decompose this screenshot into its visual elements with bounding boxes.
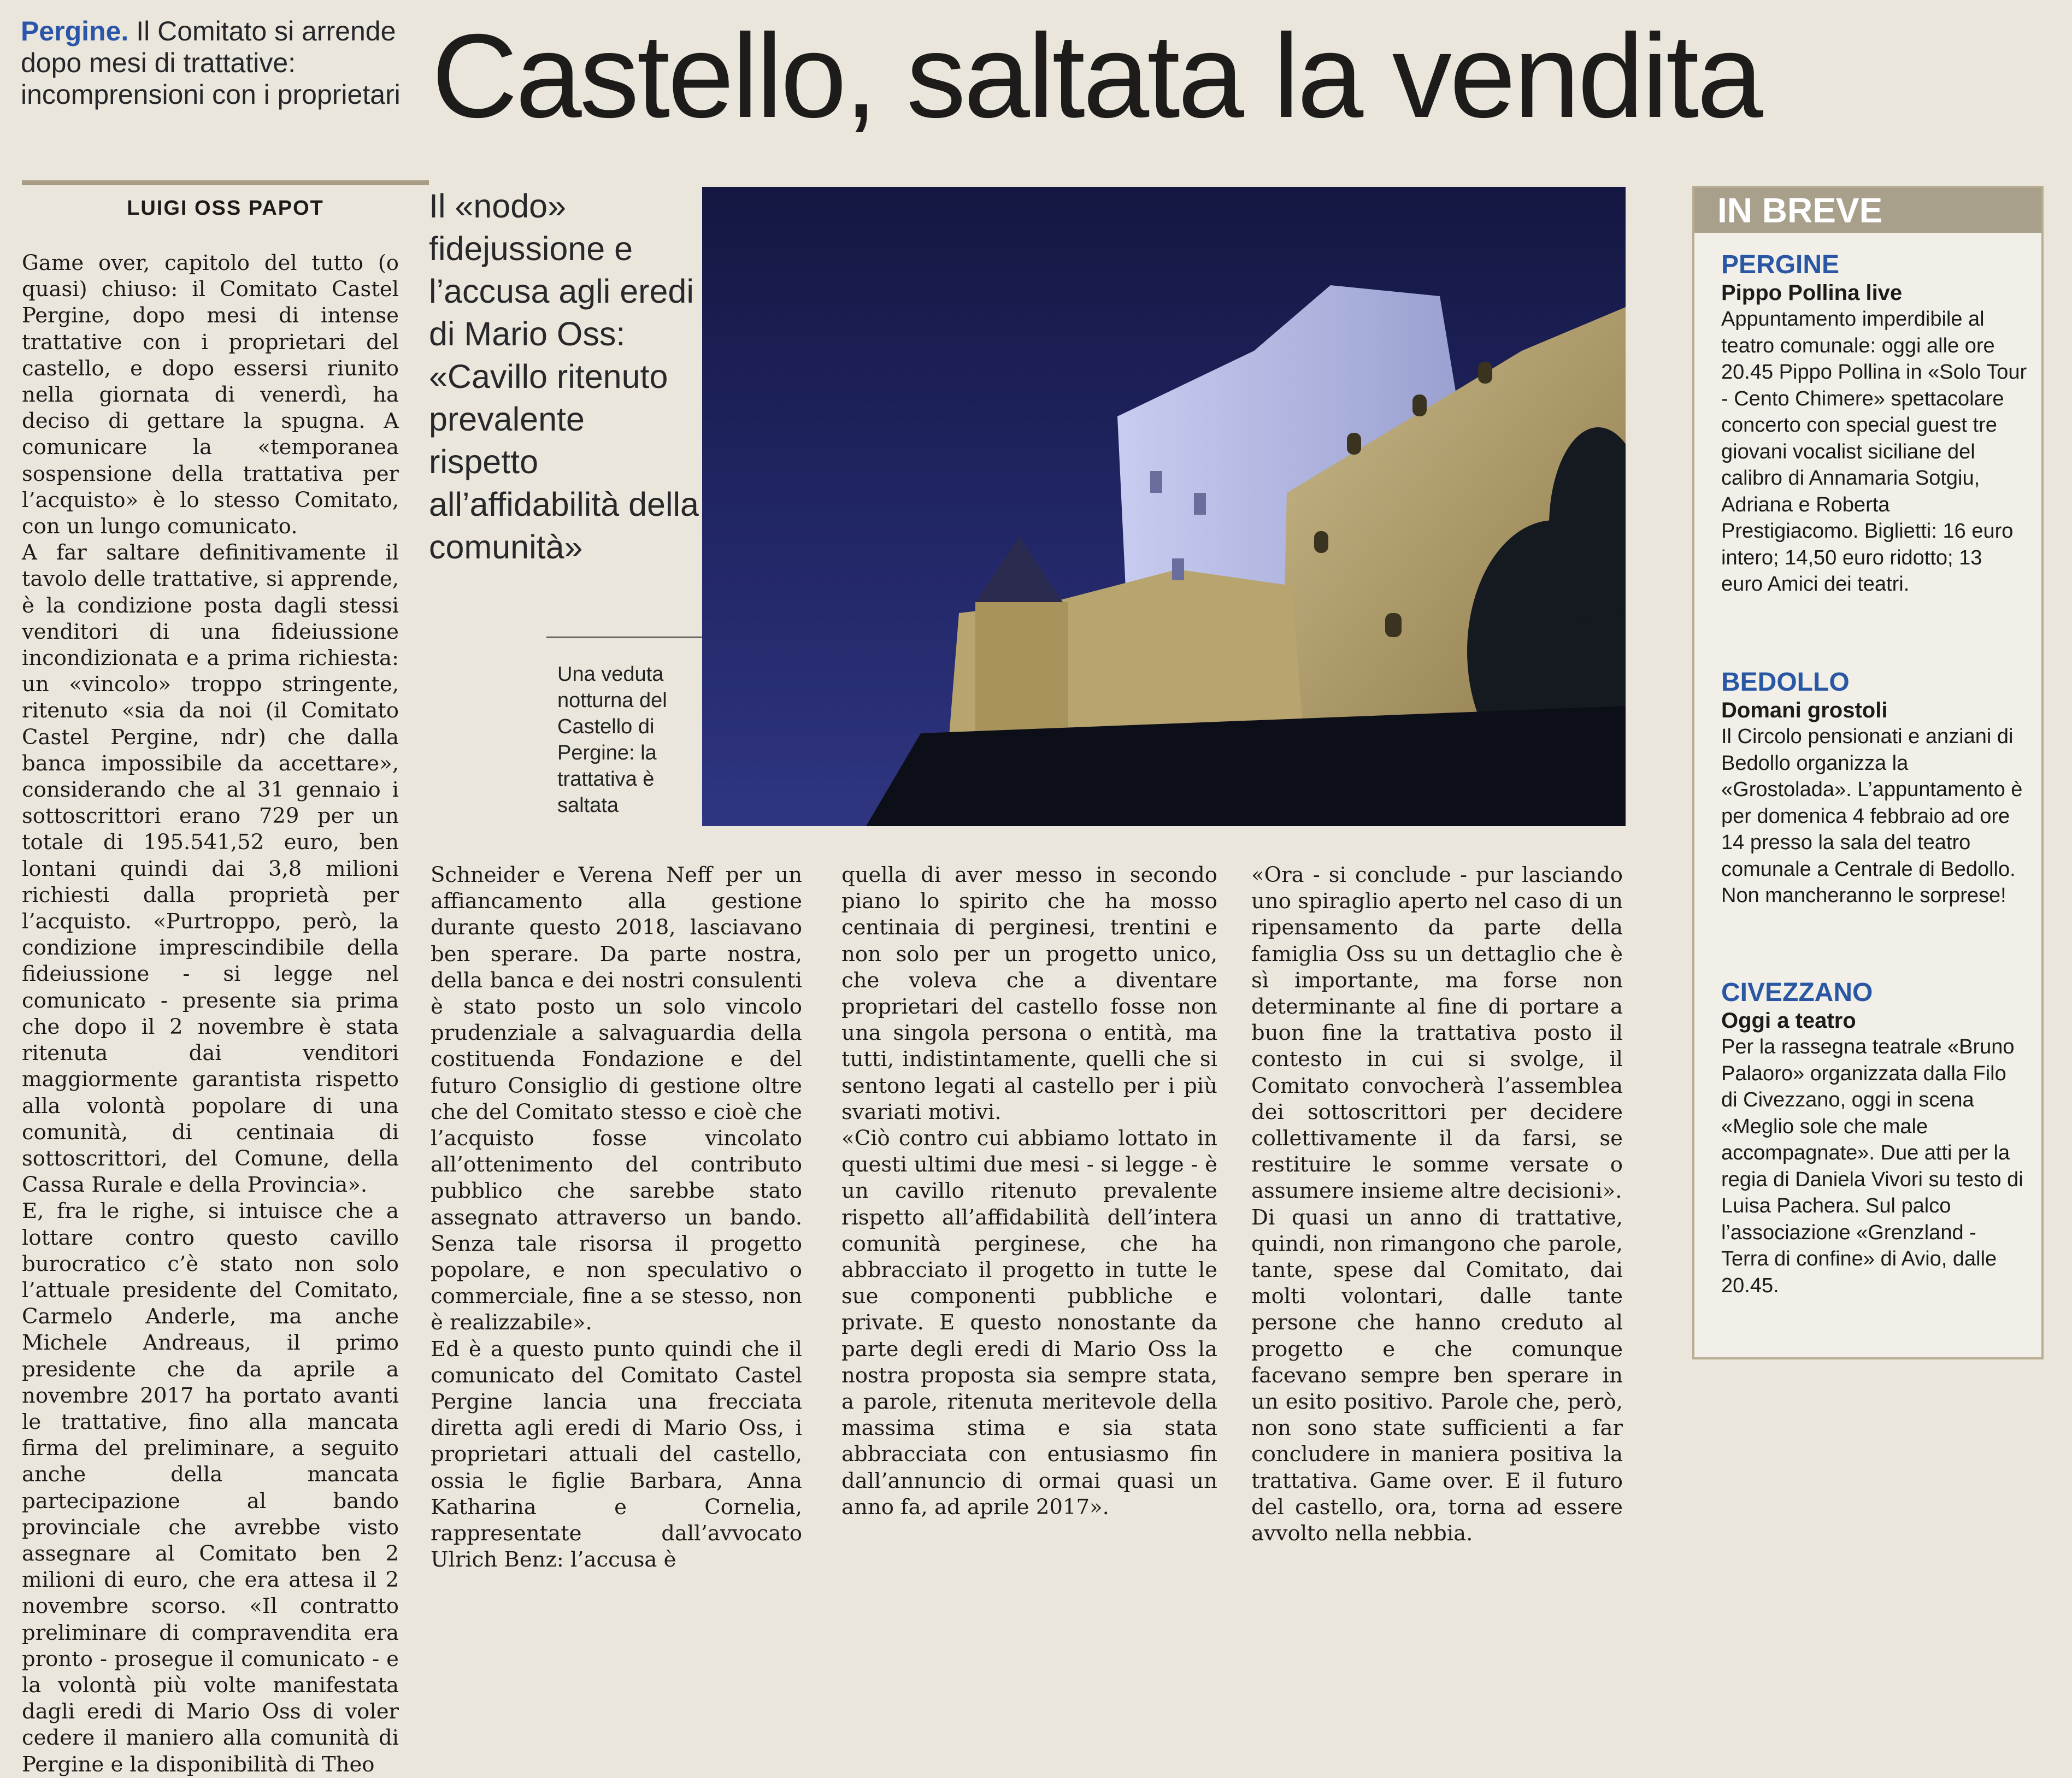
kicker bbox=[21, 15, 414, 110]
brief-body: Il Circolo pensionati e anziani di Bedollo organizza la «Grostolada». L’appuntamento è per domenica 4 febbraio ad ore 14 presso la sala del teatro comunale a Centrale di Bedollo. Non mancheranno le sorprese! bbox=[1721, 725, 2023, 907]
castle-photo bbox=[702, 187, 1626, 826]
byline: LUIGI OSS PAPOT bbox=[127, 197, 324, 220]
kicker-town: Pergine. bbox=[21, 16, 129, 46]
paragraph: Schneider e Verena Neff per un affiancamento alla gestione durante questo 2018, lasciavano ben sperare. Da parte nostra, della banca e dei nostri consulenti è stato posto un solo vincolo prudenziale a salvaguardia della costituenda Fondazione e del futuro Consiglio di gestione oltre che del Comitato stesso e cioè che l’acquisto fosse vincolato all’ottenimento del contributo pubblico che sarebbe stato assegnato attraverso un bando. Senza tale risorsa il progetto popolare, e non speculativo o commerciale, fine a se stesso, non è realizzabile». bbox=[431, 863, 802, 1335]
castle-night-illustration bbox=[702, 187, 1626, 826]
article-column-2 bbox=[431, 862, 802, 1573]
brief-tag: PERGINE bbox=[1721, 250, 1840, 279]
brief-item bbox=[1721, 250, 2027, 598]
in-breve-header: IN BREVE bbox=[1694, 188, 2041, 233]
subheadline: Il «nodo» fidejussione e l’accusa agli eredi di Mario Oss: «Cavillo ritenuto prevalente rispetto all’affidabilità della comunità» bbox=[429, 187, 699, 566]
brief-title: Oggi a teatro bbox=[1721, 1009, 1856, 1033]
paragraph: E, fra le righe, si intuisce che a lottare contro questo cavillo burocratico c’è stato non solo l’attuale presidente del Comitato, Carmelo Anderle, ma anche Michele Andreaus, il primo presidente che da aprile a novembre 2017 ha portato avanti le trattative, fino alla mancata firma del preliminare, a seguito anche della mancata partecipazione al bando provinciale che avrebbe visto assegnare al Comitato ben 2 milioni di euro, che era attesa il 2 novembre scorso. «Il contratto preliminare di compravendita era pronto - prosegue il comunicato - e la volontà più volte manifestata dagli eredi di Mario Oss di voler cedere il maniero alla comunità di Pergine e la disponibilità di Theo bbox=[22, 1199, 399, 1777]
paragraph: «Ora - si conclude - pur lasciando uno spiraglio aperto nel caso di un ripensamento da parte della famiglia Oss su un dettaglio che è sì importante, ma forse non determinante al fine di portare a buon fine la trattativa posto il contesto in cui si svolge, il Comitato convocherà l’assemblea dei sottoscrittori per decidere collettivamente il da farsi, se restituire le somme versate o assumere insieme altre decisioni». bbox=[1251, 863, 1623, 1204]
article-column-3 bbox=[841, 862, 1217, 1521]
divider bbox=[22, 180, 429, 185]
paragraph: quella di aver messo in secondo piano lo spirito che ha mosso centinaia di perginesi, trentini e non solo per un progetto unico, che voleva che a diventare proprietari del castello fosse non una singola persona o entità, ma tutti, indistintamente, quelli che si sentono legati al castello per i più svariati motivi. bbox=[841, 863, 1217, 1125]
paragraph: «Ciò contro cui abbiamo lottato in questi ultimi due mesi - si legge - è un cavillo ritenuto prevalente rispetto all’affidabilità dell’intera comunità perginese, che ha abbracciato il progetto in tutte le sue componenti pubbliche e private. E questo nonostante da parte degli eredi di Mario Oss la nostra proposta sia sempre stata, a parole, ritenuta meritevole della massima stima e sia stata abbracciata con entusiasmo fin dall’annuncio di ormai quasi un anno fa, ad aprile 2017». bbox=[841, 1126, 1217, 1520]
brief-title: Domani grostoli bbox=[1721, 698, 1888, 722]
brief-item bbox=[1721, 978, 2027, 1299]
paragraph: Game over, capitolo del tutto (o quasi) chiuso: il Comitato Castel Pergine, dopo mesi di intense trattative con i proprietari del castello, e dopo essersi riunito nella giornata di venerdì, ha deciso di gettare la spugna. A comunicare la «temporanea sospensione della trattativa per l’acquisto» è lo stesso Comitato, con un lungo comunicato. bbox=[22, 251, 399, 539]
paragraph: Di quasi un anno di trattative, quindi, non rimangono che parole, tante, spese dal Comitato, dai molti volontari, dalle tante persone che hanno creduto al progetto e che comunque facevano sempre ben sperare in un esito positivo. Parole che, però, non sono state sufficienti a far concludere in maniera positiva la trattativa. Game over. E il futuro del castello, ora, torna ad essere avvolto nella nebbia. bbox=[1251, 1205, 1623, 1546]
brief-item bbox=[1721, 668, 2027, 909]
brief-body: Per la rassegna teatrale «Bruno Palaoro» organizzata dalla Filo di Civezzano, oggi in scena «Meglio sole che male accompagnate». Due atti per la regia di Daniela Vivori su testo di Luisa Pachera. Sul palco l’associazione «Grenzland - Terra di confine» di Avio, dalle 20.45. bbox=[1721, 1035, 2023, 1297]
brief-title: Pippo Pollina live bbox=[1721, 281, 1903, 305]
article-column-1 bbox=[22, 250, 399, 1778]
kicker-text: Il Comitato si arrende dopo mesi di trattative: incomprensioni con i proprietari bbox=[21, 16, 401, 110]
paragraph: Ed è a questo punto quindi che il comunicato del Comitato Castel Pergine lancia una frecciata diretta agli eredi di Mario Oss, i proprietari attuali del castello, ossia le figlie Barbara, Anna Katharina e Cornelia, rappresentate dall’avvocato Ulrich Benz: l’accusa è bbox=[431, 1337, 802, 1573]
brief-body: Appuntamento imperdibile al teatro comunale: oggi alle ore 20.45 Pippo Pollina in «Solo Tour - Cento Chimere» spettacolare concerto con special guest tre giovani vocalist siciliane del calibro di Annamaria Sotgiu, Adriana e Roberta Prestigiacomo. Biglietti: 16 euro intero; 14,50 euro ridotto; 13 euro Amici dei teatri. bbox=[1721, 308, 2027, 596]
brief-tag: BEDOLLO bbox=[1721, 668, 1850, 697]
photo-caption: Una veduta notturna del Castello di Pergine: la trattativa è saltata bbox=[557, 663, 667, 817]
headline: Castello, saltata la vendita bbox=[432, 10, 1761, 143]
article-column-4 bbox=[1251, 862, 1623, 1547]
paragraph: A far saltare definitivamente il tavolo delle trattative, si apprende, è la condizione posta dagli stessi venditori di una fideiussione incondizionata e a prima richiesta: un «vincolo» troppo stringente, ritenuto «sia da noi (il Comitato Castel Pergine, ndr) che dalla banca impossibile da accettare», considerando che al 31 gennaio i sottoscrittori erano 729 per un totale di 195.541,52 euro, ben lontani quindi dai 3,8 milioni richiesti dalla proprietà per l’acquisto. «Purtroppo, però, la condizione imprescindibile della fideiussione - si legge nel comunicato - presente sia prima che dopo il 2 novembre è stata ritenuta dai venditori maggiormente garantista rispetto alla volontà popolare di una comunità, di centinaia di sottoscrittori, del Comune, della Cassa Rurale e della Provincia». bbox=[22, 540, 399, 1198]
brief-tag: CIVEZZANO bbox=[1721, 978, 1873, 1007]
